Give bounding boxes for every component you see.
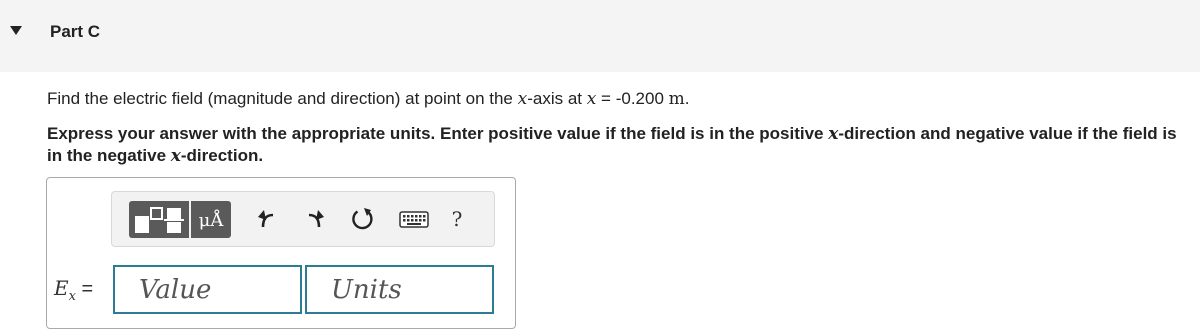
question-suffix: . — [684, 89, 690, 108]
answer-label-main: E — [54, 276, 69, 300]
question-prefix: Find the electric field (magnitude and direction) at point on the — [47, 89, 518, 108]
question-text — [47, 89, 690, 109]
keyboard-button[interactable] — [398, 205, 430, 233]
help-button[interactable] — [445, 204, 469, 234]
answer-label-sub: x — [68, 289, 76, 304]
templates-icon — [129, 201, 189, 238]
instruction-part2: -direction and negative value if the field is in the negative — [47, 124, 1177, 165]
instruction-var2: x — [170, 146, 181, 166]
undo-button[interactable] — [254, 205, 282, 233]
value-input[interactable] — [113, 265, 302, 314]
question-var-x2: x — [586, 89, 597, 109]
answer-label — [54, 276, 93, 304]
units-input[interactable] — [305, 265, 494, 314]
keyboard-icon — [398, 205, 430, 233]
instruction-part3: -direction. — [180, 146, 264, 165]
undo-icon — [254, 205, 282, 233]
question-mid: -axis at — [527, 89, 587, 108]
question-unit: m — [668, 89, 685, 109]
instruction-var1: x — [828, 124, 839, 144]
instruction-part1: Express your answer with the appropriate units. Enter positive value if the field is in the positive — [47, 124, 829, 143]
help-icon: ? — [451, 207, 463, 231]
units-icon: μÅ — [198, 210, 224, 231]
reset-icon — [348, 205, 376, 233]
answer-box — [46, 177, 516, 329]
collapse-triangle-icon[interactable] — [10, 26, 22, 35]
redo-button[interactable] — [300, 205, 328, 233]
reset-button[interactable] — [348, 205, 376, 233]
answer-label-eq: = — [75, 278, 94, 300]
math-toolbar — [111, 191, 495, 247]
units-button[interactable] — [191, 201, 231, 238]
part-header — [0, 0, 1200, 72]
part-title: Part C — [50, 22, 101, 41]
question-equals: = -0.200 — [596, 89, 669, 108]
templates-button[interactable] — [129, 201, 189, 238]
instruction-text — [47, 123, 1187, 167]
redo-icon — [300, 205, 328, 233]
question-var-x: x — [517, 89, 528, 109]
